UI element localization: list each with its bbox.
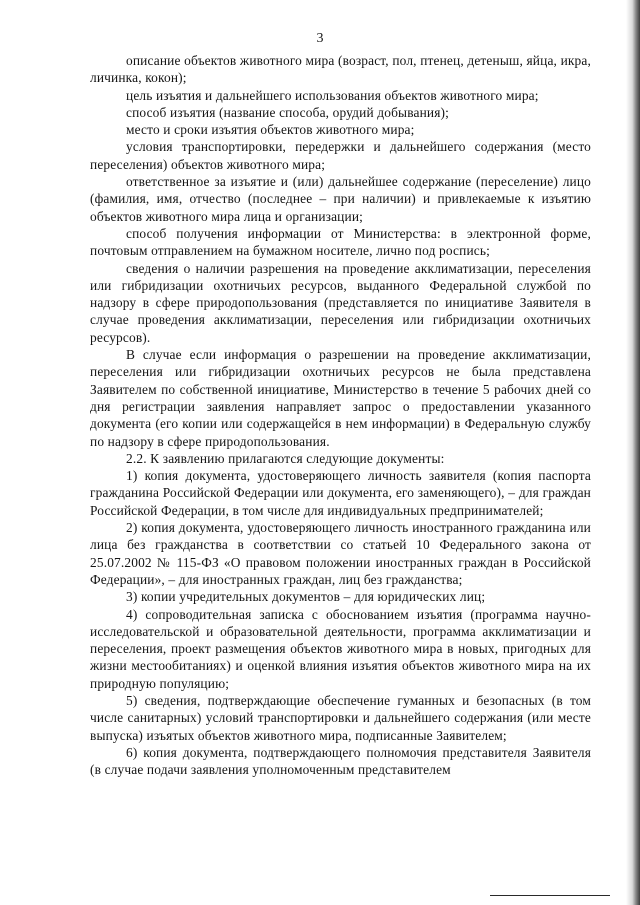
list-item: 5) сведения, подтверждающие обеспечение гуманных и безопасных (в том числе санитарных) условий транспортировки и дальнейшего содержания (или месте выпуска) изъятых объектов животного мира, подписанные Заявителем; <box>90 692 591 743</box>
list-item: 3) копии учредительных документов – для юридических лиц; <box>126 589 486 605</box>
list-item: 4) сопроводительная записка с обоснованием изъятия (программа научно-исследовательской и образовательной деятельности, программа акклиматизации и переселения, проект размещения объектов животного мира в новых, пригодных для жизни местообитаниях) и оценкой влияния изъятия объектов животного мира на их природную популяцию; <box>90 606 591 691</box>
paragraph: ответственное за изъятие и (или) дальнейшее содержание (переселение) лицо (фамилия, имя, отчество (последнее – при наличии) и привлекаемые к изъятию объектов животного мира лица и организации; <box>90 174 591 224</box>
paragraph: сведения о наличии разрешения на проведение акклиматизации, переселения или гибридизации охотничьих ресурсов, выданного Федеральной службой по надзору в сфере природопользования (представляется по инициативе Заявителя в случае проведения акклиматизации, переселения или гибридизации охотничьих ресурсов). <box>90 260 591 345</box>
list-item: 2) копия документа, удостоверяющего личность иностранного гражданина или лица без гражданства в соответствии со статьей 10 Федерального закона от 25.07.2002 № 115-ФЗ «О правовом положении иностранных граждан в Российской Федерации», – для иностранных граждан, лиц без гражданства; <box>90 520 591 587</box>
paragraph: место и сроки изъятия объектов животного мира; <box>126 122 415 138</box>
document-body <box>90 52 591 778</box>
footer-rule <box>490 895 610 896</box>
list-item: 1) копия документа, удостоверяющего личность заявителя (копия паспорта гражданина Российской Федерации или документа, его заменяющего), – для граждан Российской Федерации, в том числе для индивидуальных предпринимателей; <box>90 468 591 518</box>
paragraph: условия транспортировки, передержки и дальнейшего содержания (место переселения) объектов животного мира; <box>90 139 591 172</box>
list-item: 6) копия документа, подтверждающего полномочия представителя Заявителя (в случае подачи заявления уполномоченным представителем <box>90 744 591 778</box>
paragraph: способ изъятия (название способа, орудий добывания); <box>126 104 450 120</box>
section-heading: 2.2. К заявлению прилагаются следующие документы: <box>126 450 445 466</box>
paragraph: описание объектов животного мира (возраст, пол, птенец, детеныш, яйца, икра, личинка, кокон); <box>90 53 591 86</box>
page-number: 3 <box>316 31 324 46</box>
paragraph: В случае если информация о разрешении на проведение акклиматизации, переселения или гибридизации охотничьих ресурсов не была представлена Заявителем по собственной инициативе, Министерство в течение 5 рабочих дней со дня регистрации заявления направляет запрос о предоставлении указанного документа (его копии или содержащейся в нем информации) в Федеральную службу по надзору в сфере природопользования. <box>90 347 591 449</box>
paragraph: способ получения информации от Министерства: в электронной форме, почтовым отправлением на бумажном носителе, лично под роспись; <box>90 225 591 259</box>
scan-edge-shadow <box>626 0 640 905</box>
paragraph: цель изъятия и дальнейшего использования объектов животного мира; <box>126 87 539 103</box>
